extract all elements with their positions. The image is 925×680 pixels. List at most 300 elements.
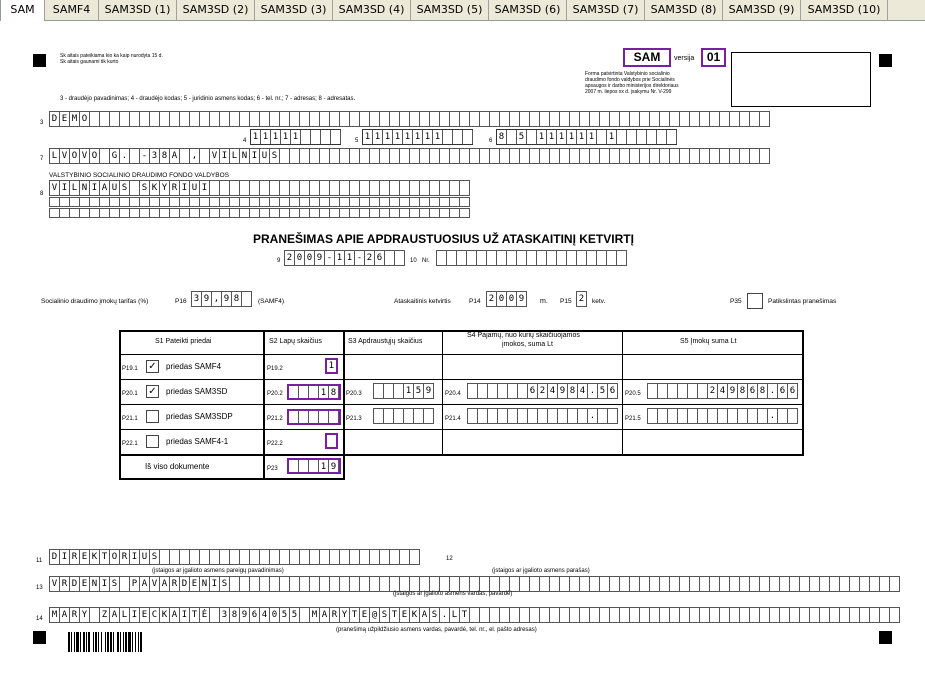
- char-cell: [150, 112, 160, 126]
- char-cell: [210, 608, 220, 622]
- char-cell: O: [80, 112, 90, 126]
- char-cell: [430, 112, 440, 126]
- char-cell: [580, 577, 590, 591]
- phone-field[interactable]: [496, 129, 677, 145]
- char-cell: C: [150, 608, 160, 622]
- char-cell: [500, 112, 510, 126]
- char-cell: 1: [261, 130, 271, 144]
- char-cell: E: [190, 577, 200, 591]
- tab-sam3sd-4[interactable]: SAM3SD (4): [333, 0, 411, 20]
- char-cell: O: [110, 550, 120, 564]
- sam3sdp-income-field[interactable]: [467, 408, 618, 424]
- char-cell: [510, 112, 520, 126]
- tab-sam3sd-2[interactable]: SAM3SD (2): [177, 0, 255, 20]
- char-cell: [384, 384, 394, 398]
- char-cell: [250, 198, 260, 206]
- sam3sd-checkbox[interactable]: ✓: [146, 385, 159, 398]
- char-cell: [568, 409, 578, 423]
- char-cell: [620, 149, 630, 163]
- position-field[interactable]: [49, 549, 420, 565]
- char-cell: [130, 181, 140, 195]
- char-cell: [250, 209, 260, 217]
- address-field[interactable]: [49, 148, 770, 164]
- char-cell: [374, 384, 384, 398]
- char-cell: 6: [250, 608, 260, 622]
- char-cell: [290, 209, 300, 217]
- char-cell: S: [120, 181, 130, 195]
- char-cell: [300, 149, 310, 163]
- char-cell: [760, 149, 770, 163]
- char-cell: [240, 577, 250, 591]
- approval-note: draudimo fondo valdybos prie Socialinės: [585, 77, 675, 83]
- tab-sam[interactable]: SAM: [0, 0, 45, 21]
- char-cell: T: [100, 550, 110, 564]
- char-cell: [329, 411, 339, 423]
- samf4-checkbox[interactable]: ✓: [146, 360, 159, 373]
- char-cell: [830, 608, 840, 622]
- char-cell: 0: [270, 608, 280, 622]
- char-cell: [840, 608, 850, 622]
- char-cell: S: [220, 577, 230, 591]
- char-cell: [270, 198, 280, 206]
- char-cell: [200, 112, 210, 126]
- sam3sd-sheets-field[interactable]: [287, 384, 341, 400]
- sam3sdp-checkbox[interactable]: [146, 410, 159, 423]
- char-cell: [309, 411, 319, 423]
- char-cell: [320, 112, 330, 126]
- char-cell: 9: [558, 384, 568, 398]
- tab-sam3sd-10[interactable]: SAM3SD (10): [801, 0, 888, 20]
- char-cell: [440, 209, 450, 217]
- char-cell: [50, 209, 60, 217]
- row-code: P20.3: [346, 391, 362, 397]
- char-cell: [140, 209, 150, 217]
- char-cell: [70, 198, 80, 206]
- char-cell: [650, 112, 660, 126]
- char-cell: [420, 112, 430, 126]
- quarter-field[interactable]: [576, 291, 587, 307]
- char-cell: [668, 409, 678, 423]
- sam3sdp-insured-count-field[interactable]: [373, 408, 434, 424]
- char-cell: 1: [393, 130, 403, 144]
- tab-sam3sd-6[interactable]: SAM3SD (6): [489, 0, 567, 20]
- char-cell: [130, 198, 140, 206]
- char-cell: [530, 608, 540, 622]
- samf4-1-checkbox[interactable]: [146, 435, 159, 448]
- recipient-field[interactable]: [49, 180, 470, 196]
- char-cell: [710, 577, 720, 591]
- char-cell: [470, 149, 480, 163]
- char-cell: [558, 409, 568, 423]
- char-cell: E: [80, 550, 90, 564]
- char-cell: V: [50, 577, 60, 591]
- char-cell: [170, 550, 180, 564]
- char-cell: [630, 112, 640, 126]
- char-cell: I: [250, 149, 260, 163]
- char-cell: [300, 577, 310, 591]
- char-cell: [510, 608, 520, 622]
- char-cell: [517, 251, 527, 265]
- char-cell: [260, 112, 270, 126]
- char-cell: [640, 608, 650, 622]
- char-cell: 1: [547, 130, 557, 144]
- char-cell: N: [80, 181, 90, 195]
- insurance-rate-field[interactable]: [191, 291, 252, 307]
- char-cell: [540, 112, 550, 126]
- char-cell: [478, 409, 488, 423]
- tab-sam3sd-3[interactable]: SAM3SD (3): [255, 0, 333, 20]
- char-cell: [720, 608, 730, 622]
- sam3sdp-sheets-field[interactable]: [287, 409, 341, 425]
- char-cell: 1: [537, 130, 547, 144]
- char-cell: [710, 608, 720, 622]
- insurer-name-field[interactable]: [49, 111, 770, 127]
- field-number: 14: [36, 616, 43, 622]
- char-cell: D: [180, 577, 190, 591]
- char-cell: [498, 409, 508, 423]
- char-cell: [380, 577, 390, 591]
- char-cell: [520, 608, 530, 622]
- char-cell: [637, 130, 647, 144]
- clarified-label: Patikslintas pranešimas: [768, 298, 837, 305]
- char-cell: M: [50, 608, 60, 622]
- char-cell: [520, 149, 530, 163]
- char-cell: [648, 384, 658, 398]
- char-cell: T: [350, 608, 360, 622]
- char-cell: [120, 209, 130, 217]
- sam3sd-income-field[interactable]: [467, 383, 618, 399]
- document-number-field[interactable]: [436, 250, 627, 266]
- char-cell: [700, 608, 710, 622]
- char-cell: [690, 608, 700, 622]
- char-cell: [680, 112, 690, 126]
- char-cell: 8: [738, 384, 748, 398]
- char-cell: [90, 198, 100, 206]
- char-cell: [460, 149, 470, 163]
- char-cell: 1: [373, 130, 383, 144]
- char-cell: A: [170, 608, 180, 622]
- char-cell: [457, 251, 467, 265]
- char-cell: .: [120, 149, 130, 163]
- char-cell: ,: [190, 149, 200, 163]
- char-cell: [410, 198, 420, 206]
- char-cell: A: [60, 608, 70, 622]
- char-cell: [299, 411, 309, 423]
- char-cell: A: [160, 577, 170, 591]
- tab-sam3sd-1[interactable]: SAM3SD (1): [99, 0, 177, 20]
- field-caption: (pranešimą užpildžiusio asmens vardas, pavardė, tel. nr., el. pašto adresas): [336, 627, 537, 633]
- char-cell: E: [80, 577, 90, 591]
- char-cell: [570, 577, 580, 591]
- char-cell: [50, 198, 60, 206]
- total-sheets-field[interactable]: [287, 458, 341, 474]
- char-cell: 2: [285, 251, 295, 265]
- char-cell: R: [170, 577, 180, 591]
- registration-mark: [879, 54, 892, 67]
- char-cell: 6: [748, 384, 758, 398]
- char-cell: [500, 608, 510, 622]
- approval-note: Forma patvirtinta Valstybinio socialinio: [585, 71, 670, 77]
- char-cell: T: [460, 608, 470, 622]
- char-cell: [470, 112, 480, 126]
- row-code: P21.1: [122, 416, 138, 422]
- char-cell: [680, 149, 690, 163]
- char-cell: 1: [319, 386, 329, 398]
- char-cell: [350, 149, 360, 163]
- char-cell: [299, 386, 309, 398]
- char-cell: A: [420, 608, 430, 622]
- char-cell: [290, 112, 300, 126]
- char-cell: [740, 149, 750, 163]
- p14-label: P14: [469, 298, 481, 305]
- field-number: 8: [40, 191, 44, 197]
- char-cell: [550, 149, 560, 163]
- char-cell: N: [90, 577, 100, 591]
- char-cell: R: [330, 608, 340, 622]
- p35-label: P35: [730, 298, 742, 305]
- filler-contact-field[interactable]: [49, 607, 900, 623]
- table-divider: [119, 404, 804, 405]
- char-cell: [810, 608, 820, 622]
- char-cell: V: [210, 149, 220, 163]
- tab-sam3sd-5[interactable]: SAM3SD (5): [411, 0, 489, 20]
- char-cell: 9: [424, 384, 434, 398]
- char-cell: [410, 149, 420, 163]
- char-cell: [468, 409, 478, 423]
- char-cell: [460, 181, 470, 195]
- recipient-caption: VALSTYBINIO SOCIALINIO DRAUDIMO FONDO VALDYBOS: [49, 172, 229, 179]
- char-cell: [507, 251, 517, 265]
- char-cell: S: [150, 550, 160, 564]
- char-cell: [321, 130, 331, 144]
- year-field[interactable]: [486, 291, 527, 307]
- char-cell: [350, 577, 360, 591]
- tab-sam3sd-9[interactable]: SAM3SD (9): [723, 0, 801, 20]
- char-cell: [320, 149, 330, 163]
- char-cell: [180, 112, 190, 126]
- char-cell: [597, 130, 607, 144]
- char-cell: Z: [100, 608, 110, 622]
- char-cell: [230, 209, 240, 217]
- clarified-checkbox[interactable]: [747, 293, 763, 309]
- char-cell: I: [180, 181, 190, 195]
- char-cell: [440, 112, 450, 126]
- insurer-code-field[interactable]: [250, 129, 341, 145]
- char-cell: [577, 251, 587, 265]
- char-cell: [440, 181, 450, 195]
- char-cell: [850, 608, 860, 622]
- recipient-field[interactable]: [49, 208, 470, 218]
- char-cell: [728, 409, 738, 423]
- registration-mark: [33, 54, 46, 67]
- char-cell: [289, 411, 299, 423]
- row-code: P20.2: [267, 391, 283, 397]
- char-cell: [670, 577, 680, 591]
- char-cell: [740, 577, 750, 591]
- char-cell: [290, 550, 300, 564]
- barcode-bar: [142, 632, 145, 652]
- char-cell: [240, 198, 250, 206]
- char-cell: K: [150, 181, 160, 195]
- char-cell: E: [400, 608, 410, 622]
- sam3sd-insured-count-field[interactable]: [373, 383, 434, 399]
- char-cell: E: [140, 608, 150, 622]
- legal-code-field[interactable]: [362, 129, 473, 145]
- char-cell: [242, 292, 252, 306]
- column-header: įmokos, suma Lt: [502, 341, 553, 348]
- field-caption: (įstaigos ar įgalioto asmens pareigų pavadinimas): [152, 568, 284, 574]
- char-cell: 1: [567, 130, 577, 144]
- char-cell: [210, 550, 220, 564]
- char-cell: 1: [251, 130, 261, 144]
- char-cell: [800, 608, 810, 622]
- char-cell: [780, 577, 790, 591]
- char-cell: [488, 409, 498, 423]
- char-cell: [210, 209, 220, 217]
- char-cell: [698, 409, 708, 423]
- column-header: S1 Pateikti priedai: [155, 338, 212, 345]
- char-cell: [587, 251, 597, 265]
- char-cell: [600, 577, 610, 591]
- char-cell: S: [430, 608, 440, 622]
- char-cell: [384, 409, 394, 423]
- char-cell: [550, 577, 560, 591]
- char-cell: [350, 112, 360, 126]
- tab-sam3sd-7[interactable]: SAM3SD (7): [567, 0, 645, 20]
- char-cell: -: [140, 149, 150, 163]
- char-cell: [210, 181, 220, 195]
- char-cell: 1: [587, 130, 597, 144]
- sam3sdp-contribution-field[interactable]: [647, 408, 798, 424]
- char-cell: R: [60, 577, 70, 591]
- char-cell: [610, 608, 620, 622]
- approval-note: 2007 m. liepos xx d. įsakymu Nr. V-299: [585, 89, 672, 95]
- char-cell: [688, 384, 698, 398]
- char-cell: [360, 181, 370, 195]
- char-cell: [700, 149, 710, 163]
- char-cell: [720, 577, 730, 591]
- char-cell: [330, 112, 340, 126]
- char-cell: [430, 209, 440, 217]
- char-cell: [340, 209, 350, 217]
- char-cell: [530, 577, 540, 591]
- char-cell: [640, 149, 650, 163]
- char-cell: [280, 550, 290, 564]
- appendix-label: priedas SAMF4: [166, 362, 222, 371]
- char-cell: [310, 181, 320, 195]
- field-number: 5: [355, 138, 359, 144]
- char-cell: [330, 577, 340, 591]
- sam3sd-contribution-field[interactable]: [647, 383, 798, 399]
- char-cell: [780, 608, 790, 622]
- table-divider: [119, 478, 345, 480]
- char-cell: [830, 577, 840, 591]
- char-cell: [610, 149, 620, 163]
- tab-samf4[interactable]: SAMF4: [45, 0, 99, 20]
- char-cell: [120, 112, 130, 126]
- char-cell: [70, 209, 80, 217]
- samf4-sheets-field[interactable]: 1: [325, 358, 338, 374]
- char-cell: [290, 198, 300, 206]
- char-cell: [788, 409, 798, 423]
- char-cell: O: [90, 149, 100, 163]
- char-cell: [190, 112, 200, 126]
- char-cell: [330, 550, 340, 564]
- char-cell: [647, 130, 657, 144]
- char-cell: Y: [160, 181, 170, 195]
- char-cell: [518, 384, 528, 398]
- char-cell: [440, 198, 450, 206]
- char-cell: I: [130, 550, 140, 564]
- char-cell: [450, 112, 460, 126]
- appendix-label: priedas SAMF4-1: [166, 437, 229, 446]
- char-cell: 8: [160, 149, 170, 163]
- char-cell: [260, 550, 270, 564]
- date-field[interactable]: [284, 250, 405, 266]
- char-cell: [280, 198, 290, 206]
- char-cell: P: [130, 577, 140, 591]
- row-code: P19.2: [267, 366, 283, 372]
- char-cell: [520, 112, 530, 126]
- char-cell: [597, 251, 607, 265]
- field-number: 7: [40, 156, 44, 162]
- char-cell: @: [370, 608, 380, 622]
- char-cell: .: [588, 384, 598, 398]
- char-cell: 9: [329, 460, 339, 472]
- char-cell: [130, 209, 140, 217]
- char-cell: [528, 409, 538, 423]
- char-cell: [507, 130, 517, 144]
- recipient-field[interactable]: [49, 197, 470, 207]
- row-code: P22.2: [267, 441, 283, 447]
- tab-sam3sd-8[interactable]: SAM3SD (8): [645, 0, 723, 20]
- char-cell: [320, 181, 330, 195]
- char-cell: [598, 409, 608, 423]
- char-cell: [390, 198, 400, 206]
- char-cell: Y: [340, 608, 350, 622]
- char-cell: L: [70, 181, 80, 195]
- char-cell: [500, 149, 510, 163]
- corner-note: Sk aitais gaunami tik kurto: [60, 59, 119, 65]
- char-cell: [230, 550, 240, 564]
- char-cell: [590, 608, 600, 622]
- char-cell: [570, 149, 580, 163]
- field-legend: 3 - draudėjo pavadinimas; 4 - draudėjo kodas; 5 - juridinio asmens kodas; 6 - tel. nr.; 7 - adresas; 8 - adresatas.: [60, 96, 356, 102]
- char-cell: R: [70, 608, 80, 622]
- char-cell: [370, 112, 380, 126]
- char-cell: [760, 112, 770, 126]
- char-cell: [250, 550, 260, 564]
- samf4-1-sheets-field[interactable]: [325, 433, 338, 449]
- char-cell: [100, 149, 110, 163]
- char-cell: [340, 577, 350, 591]
- char-cell: 1: [607, 130, 617, 144]
- char-cell: [160, 209, 170, 217]
- char-cell: S: [270, 149, 280, 163]
- char-cell: [870, 577, 880, 591]
- char-cell: 6: [375, 251, 385, 265]
- sheet-tabs: [0, 0, 925, 21]
- char-cell: [708, 409, 718, 423]
- table-divider: [622, 330, 623, 456]
- char-cell: [607, 251, 617, 265]
- char-cell: L: [230, 149, 240, 163]
- char-cell: [380, 198, 390, 206]
- char-cell: U: [110, 181, 120, 195]
- char-cell: [390, 209, 400, 217]
- char-cell: [450, 209, 460, 217]
- char-cell: 0: [497, 292, 507, 306]
